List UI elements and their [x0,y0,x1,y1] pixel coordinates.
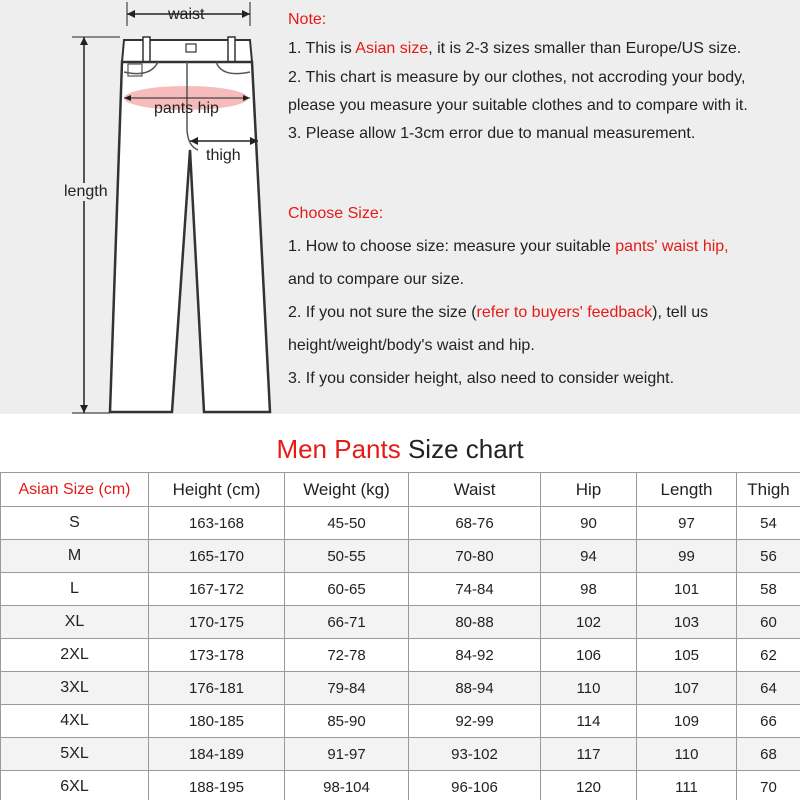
note-line-3: please you measure your suitable clothes and to compare with it. [288,97,748,114]
value-cell: 99 [637,540,737,573]
value-cell: 96-106 [409,771,541,800]
size-cell: 3XL [1,672,149,705]
value-cell: 173-178 [149,639,285,672]
pants-measurement-diagram [0,0,282,414]
table-row [1,540,800,573]
table-header-row [1,473,800,507]
value-cell: 68-76 [409,507,541,540]
value-cell: 68 [737,738,800,771]
feedback-highlight: refer to buyers' feedback [476,304,653,321]
choose-line-4: height/weight/body's waist and hip. [288,337,535,354]
pants-outline-icon [0,0,282,414]
title-highlight: Men Pants [276,434,401,464]
value-cell: 54 [737,507,800,540]
title-text: Size chart [400,434,524,464]
choose-line-5: 3. If you consider height, also need to consider weight. [288,370,675,387]
value-cell: 90 [541,507,637,540]
table-row [1,771,800,800]
value-cell: 93-102 [409,738,541,771]
value-cell: 103 [637,606,737,639]
table-row [1,639,800,672]
value-cell: 117 [541,738,637,771]
value-cell: 66 [737,705,800,738]
value-cell: 98-104 [285,771,409,800]
column-header: Weight (kg) [285,473,409,507]
choose-text: ), tell us [652,304,709,321]
value-cell: 97 [637,507,737,540]
table-row [1,738,800,771]
asian-size-highlight: Asian size [355,40,429,57]
value-cell: 170-175 [149,606,285,639]
value-cell: 85-90 [285,705,409,738]
note-title: Note: [288,11,327,28]
size-cell: S [1,507,149,540]
note-text: , it is 2-3 sizes smaller than Europe/US size. [428,40,742,57]
choose-text: 1. How to choose size: measure your suitable [288,238,616,255]
value-cell: 98 [541,573,637,606]
pants-hip-label: pants hip [154,100,219,117]
choose-line-2: and to compare our size. [288,271,465,288]
choose-size-title: Choose Size: [288,205,384,222]
value-cell: 84-92 [409,639,541,672]
choose-line-3 [288,303,708,323]
value-cell: 109 [637,705,737,738]
value-cell: 167-172 [149,573,285,606]
size-cell: 4XL [1,705,149,738]
value-cell: 101 [637,573,737,606]
value-cell: 188-195 [149,771,285,800]
notes-section [288,0,798,414]
size-cell: 2XL [1,639,149,672]
note-line-2: 2. This chart is measure by our clothes, not accroding your body, [288,69,746,86]
value-cell: 62 [737,639,800,672]
value-cell: 120 [541,771,637,800]
size-cell: 5XL [1,738,149,771]
value-cell: 58 [737,573,800,606]
value-cell: 165-170 [149,540,285,573]
value-cell: 110 [541,672,637,705]
value-cell: 102 [541,606,637,639]
value-cell: 184-189 [149,738,285,771]
value-cell: 106 [541,639,637,672]
length-label: length [64,183,108,200]
value-cell: 45-50 [285,507,409,540]
note-text: 1. This is [288,40,356,57]
column-header: Waist [409,473,541,507]
value-cell: 114 [541,705,637,738]
value-cell: 79-84 [285,672,409,705]
value-cell: 110 [637,738,737,771]
value-cell: 163-168 [149,507,285,540]
value-cell: 80-88 [409,606,541,639]
size-cell: M [1,540,149,573]
note-line-4: 3. Please allow 1-3cm error due to manual measurement. [288,125,696,142]
value-cell: 176-181 [149,672,285,705]
choose-text: 2. If you not sure the size ( [288,304,477,321]
value-cell: 111 [637,771,737,800]
value-cell: 66-71 [285,606,409,639]
value-cell: 94 [541,540,637,573]
value-cell: 50-55 [285,540,409,573]
value-cell: 70-80 [409,540,541,573]
value-cell: 60-65 [285,573,409,606]
value-cell: 105 [637,639,737,672]
value-cell: 180-185 [149,705,285,738]
size-chart-title [0,432,800,466]
value-cell: 70 [737,771,800,800]
value-cell: 91-97 [285,738,409,771]
size-chart-table [0,472,800,800]
choose-line-1 [288,237,729,257]
waist-hip-highlight: pants' waist hip, [615,238,729,255]
value-cell: 107 [637,672,737,705]
section-divider [0,414,800,422]
value-cell: 88-94 [409,672,541,705]
value-cell: 92-99 [409,705,541,738]
size-cell: XL [1,606,149,639]
column-header: Asian Size (cm) [1,473,149,507]
table-row [1,606,800,639]
waist-label: waist [168,6,205,23]
column-header: Length [637,473,737,507]
thigh-label: thigh [206,147,241,164]
value-cell: 64 [737,672,800,705]
table-row [1,507,800,540]
table-row [1,705,800,738]
value-cell: 72-78 [285,639,409,672]
value-cell: 74-84 [409,573,541,606]
column-header: Height (cm) [149,473,285,507]
column-header: Hip [541,473,637,507]
note-line-1 [288,39,741,59]
table-body [1,507,800,800]
value-cell: 56 [737,540,800,573]
size-cell: L [1,573,149,606]
column-header: Thigh [737,473,800,507]
value-cell: 60 [737,606,800,639]
size-cell: 6XL [1,771,149,800]
table-row [1,672,800,705]
table-row [1,573,800,606]
